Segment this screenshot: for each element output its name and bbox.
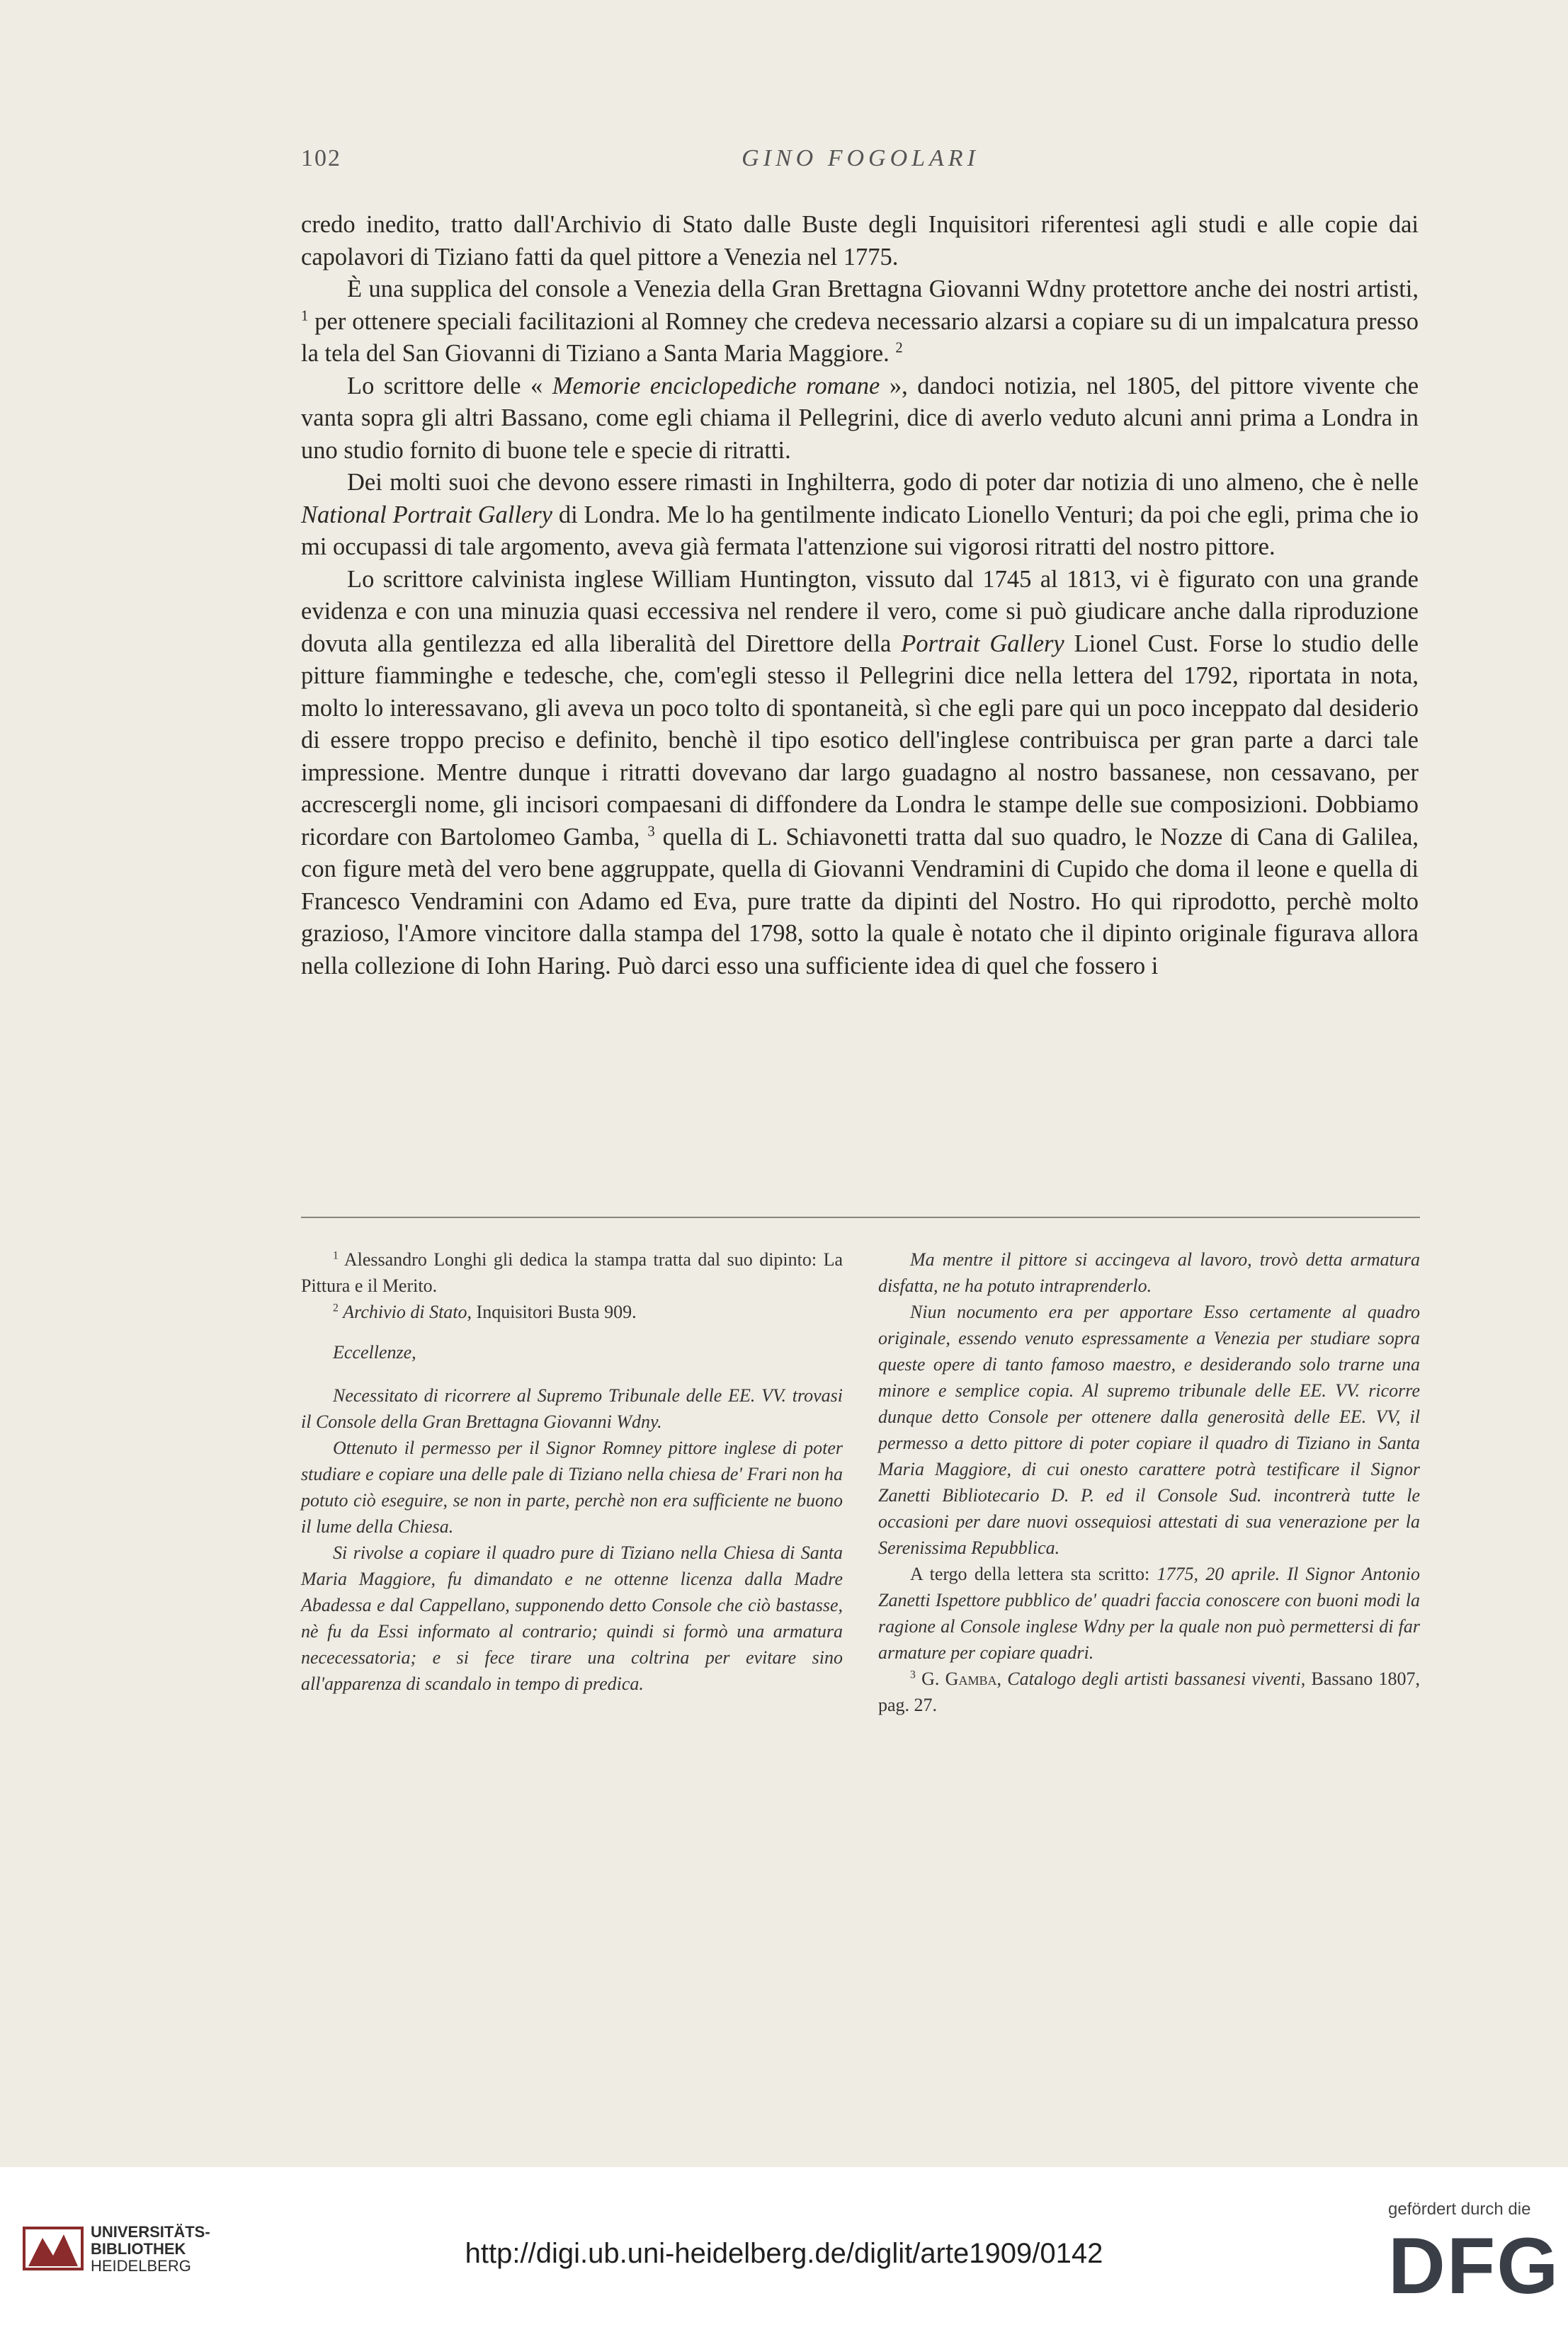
endorsement-intro: A tergo della lettera sta scritto:	[910, 1564, 1150, 1584]
footnotes-left-column	[301, 1246, 843, 1697]
footnote-text: Alessandro Longhi gli dedica la stampa tratta dal suo dipinto: La Pittura e il Merito.	[301, 1249, 843, 1296]
footnote-3	[878, 1666, 1420, 1718]
cited-title: Memorie enciclopediche romane	[552, 372, 880, 399]
endorsement-text: Il Signor Antonio Zanetti Ispettore pubblico de' quadri faccia conoscere con buoni modi la ragione al Console inglese Wdny per la quale non può permettersi di far armature per copiare quadri.	[878, 1564, 1420, 1663]
footnote-mark: 2	[333, 1302, 339, 1314]
footnote-author: G. Gamba,	[921, 1669, 1001, 1689]
footnote-text: Inquisitori Busta 909.	[476, 1302, 637, 1322]
cited-title: Portrait Gallery	[901, 630, 1064, 657]
paragraph-text: per ottenere speciali facilitazioni al Romney che credeva necessario alzarsi a copiare su di un impalcatura presso la tela del San Giovanni di Tiziano a Santa Maria Maggiore.	[301, 307, 1419, 367]
funded-by-label: gefördert durch die	[1388, 2200, 1531, 2219]
paragraph-text: Lionel Cust. Forse lo studio delle pitture fiamminghe e tedesche, che, com'egli stesso il Pellegrini dice nella lettera del 1792, riportata in nota, molto lo interessavano, gli aveva un poco tolto di spontaneità, sì che egli pare qui un poco inceppato dal desiderio di essere troppo preciso e definito, benchè il tipo esotico dell'inglese contribuisca per gran parte a darci tale impressione. Mentre dunque i ritratti dovevano dar largo guadagno al nostro bassanese, non cessavano, per accrescergli nome, gli incisori compaesani di diffondere da Londra le stampe delle sue composizioni. Dobbiamo ricordare con Bartolomeo Gamba,	[301, 630, 1419, 851]
footnote-divider	[301, 1217, 1420, 1218]
paragraph-text: È una supplica del console a Venezia della Gran Brettagna Giovanni Wdny protettore anche dei nostri artisti,	[347, 275, 1419, 302]
paragraph-text: Dei molti suoi che devono essere rimasti in Inghilterra, godo di poter dar notizia di uno almeno, che è nelle	[347, 469, 1419, 496]
footnote-ref: 2	[895, 340, 903, 356]
library-name-line: HEIDELBERG	[91, 2257, 191, 2275]
letter-paragraph-1: Necessitato di ricorrere al Supremo Tribunale delle EE. VV. trovasi il Console della Gran Brettagna Giovanni Wdny.	[301, 1385, 843, 1432]
dfg-logo: DFG	[1388, 2222, 1560, 2310]
footnote-text: Bassano 1807, pag. 27.	[878, 1669, 1420, 1715]
library-name-line: UNIVERSITÄTS-	[91, 2223, 210, 2241]
permalink-url[interactable]: http://digi.ub.uni-heidelberg.de/diglit/arte1909/0142	[465, 2238, 1103, 2269]
paragraph-text: credo inedito, tratto dall'Archivio di Stato dalle Buste degli Inquisitori riferentesi agli studi e alle copie dai capolavori di Tiziano fatti da quel pittore a Venezia nel 1775.	[301, 211, 1419, 271]
footnote-1	[301, 1246, 843, 1299]
footnote-mark: 1	[333, 1249, 339, 1262]
paragraph-3	[301, 370, 1419, 467]
letter-endorsement	[878, 1561, 1420, 1666]
endorsement-date: 1775, 20 aprile.	[1157, 1564, 1280, 1584]
footnotes-right-column	[878, 1246, 1420, 1718]
cited-title: National Portrait Gallery	[301, 501, 552, 528]
footnote-ref: 3	[647, 824, 655, 839]
letter-paragraph-4: Ma mentre il pittore si accingeva al lavoro, trovò detta armatura disfatta, ne ha potuto intraprenderlo.	[878, 1249, 1420, 1296]
running-head: GINO FOGOLARI	[742, 145, 979, 171]
page-number: 102	[301, 145, 341, 171]
footnote-title: Archivio di Stato,	[343, 1302, 472, 1322]
letter-paragraph-3: Si rivolse a copiare il quadro pure di Tiziano nella Chiesa di Santa Maria Maggiore, fu dimandato e ne ottenne licenza dalla Madre Abadessa e dal Cappellano, supponendo detto Console che ciò bastasse, nè fu da Essi informato al contrario; quindi si formò una armatura nececessatoria; e si fece tirare una coltrina per evitare sino all'apparenza di scandalo in tempo di predica.	[301, 1542, 843, 1694]
letter-paragraph-2: Ottenuto il permesso per il Signor Romney pittore inglese di poter studiare e copiare una delle pale di Tiziano nella chiesa de' Frari non ha potuto ciò eseguire, se non in parte, perchè non era sufficiente ne buono il lume della Chiesa.	[301, 1438, 843, 1537]
footnote-title: Catalogo degli artisti bassanesi viventi,	[1007, 1669, 1306, 1689]
paragraph-text: Lo scrittore calvinista inglese William Huntington, vissuto dal 1745 al 1813, vi è figurato con una grande evidenza e con una minuzia quasi eccessiva nel rendere il vero, come si può giudicare anche dalla riproduzione dovuta alla gentilezza ed alla liberalità del Direttore della	[301, 565, 1419, 657]
paragraph-text: di Londra. Me lo ha gentilmente indicato Lionello Venturi; da poi che egli, prima che io mi occupassi di tale argomento, aveva già fermata l'attenzione sui vigorosi ritratti del nostro pittore.	[301, 501, 1419, 560]
paragraph-4	[301, 467, 1419, 564]
letter-paragraph-5: Niun nocumento era per apportare Esso certamente al quadro originale, essendo venuto espressamente a Venezia per studiare sopra queste opere di tanto famoso maestro, e desiderando solo trarne una minore e semplice copia. Al supremo tribunale delle EE. VV. ricorre dunque detto Console per ottenere dalla generosità delle EE. VV, il permesso a detto pittore di poter copiare il quadro di Tiziano in Santa Maria Maggiore, di cui onesto carattere potrà testificare il Signor Zanetti Bibliotecario D. P. ed il Console Sud. incontrerà tutte le occasioni per dare nuovi ossequiosi attestati di sua venerazione per la Serenissima Repubblica.	[878, 1302, 1420, 1558]
library-name-line: BIBLIOTHEK	[91, 2240, 186, 2258]
main-text	[301, 209, 1419, 982]
paragraph-text: Lo scrittore delle «	[347, 372, 543, 399]
paragraph-2	[301, 273, 1419, 370]
page-header	[301, 145, 1420, 181]
paragraph-text: quella di L. Schiavonetti tratta dal suo quadro, le Nozze di Cana di Galilea, con figure metà del vero bene aggruppate, quella di Giovanni Vendramini di Cupido che doma il leone e quella di Francesco Vendramini con Adamo ed Eva, pure tratte da dipinti del Nostro. Ho qui riprodotto, perchè molto grazioso, l'Amore vincitore dalla stampa del 1798, sotto la quale è notato che il dipinto originale figurava allora nella collezione di Iohn Haring. Può darci esso una sufficiente idea di quel che fossero i	[301, 823, 1419, 979]
letter-salutation: Eccellenze,	[333, 1342, 416, 1363]
footnote-ref: 1	[301, 308, 309, 324]
paragraph-1	[301, 209, 1419, 273]
paragraph-text: », dandoci notizia, nel 1805, del pittore vivente che vanta sopra gli altri Bassano, come egli chiama il Pellegrini, dice di averlo veduto alcuni anni prima a Londra in uno studio fornito di buone tele e specie di ritratti.	[301, 372, 1419, 464]
footnote-2	[301, 1299, 843, 1325]
footnote-mark: 3	[910, 1669, 916, 1681]
paragraph-5	[301, 564, 1419, 983]
